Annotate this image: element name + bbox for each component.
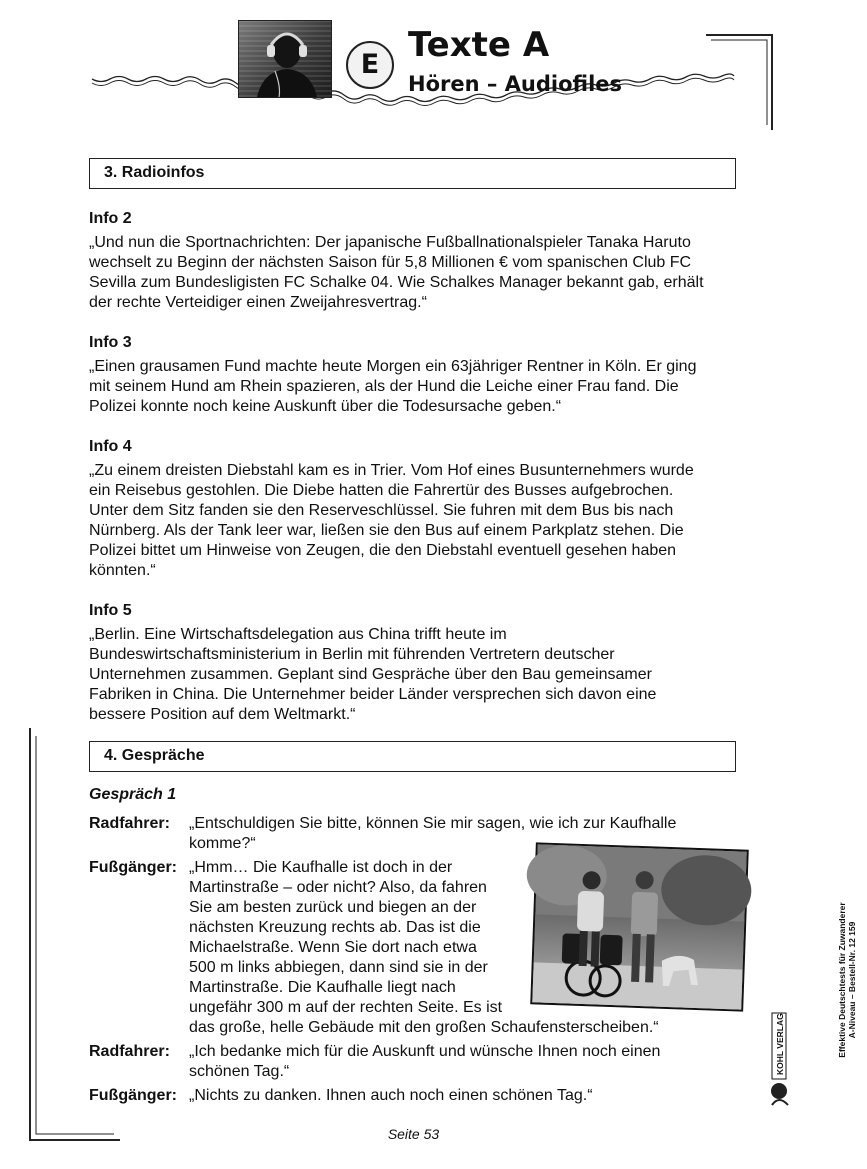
- section-letter-badge: E: [346, 41, 394, 89]
- speech-text: „Entschuldigen Sie bitte, können Sie mir sagen, wie ich zur Kaufhalle komme?“: [189, 815, 677, 852]
- header-photo: [238, 20, 332, 98]
- info-2-text: „Und nun die Sportnachrichten: Der japanische Fußballnationalspieler Tanaka Haruto wechselt zu Beginn der nächsten Saison für 5,8 Millionen € vom spanischen Club FC Sevilla zum Bundesligisten FC Schalke 04. Wie Schalkes Manager bekannt gab, erhält der rechte Verteidiger einen Zweijahresvertrag.“: [89, 234, 704, 311]
- speaker-label: Radfahrer:: [89, 1043, 170, 1060]
- publisher-logo: [768, 1013, 798, 1118]
- conversation-title: Gespräch 1: [89, 786, 177, 803]
- info-3-text: „Einen grausamen Fund machte heute Morgen ein 63jähriger Rentner in Köln. Er ging mit seinem Hund am Rhein spazieren, als der Hund die Leiche einer Frau fand. Die Polizei konnte noch keine Auskunft über die Todesursache geben.“: [89, 358, 697, 415]
- info-3-title: Info 3: [89, 334, 132, 351]
- speaker-label: Fußgänger:: [89, 859, 177, 876]
- info-5-text: „Berlin. Eine Wirtschaftsdelegation aus China trifft heute im Bundeswirtschaftsministerium in Berlin mit führenden Vertretern deutscher Unternehmen zusammen. Geplant sind Gespräche über den Bau gemeinsamer Fabriken in China. Die Unternehmer beider Länder versprechen sich davon eine bessere Position auf dem Weltmarkt.“: [89, 626, 657, 723]
- speaker-label: Radfahrer:: [89, 815, 170, 832]
- info-2-title: Info 2: [89, 210, 132, 227]
- sidebar-publication-info: Effektive Deutschtests für Zuwanderer A-Niveau – Bestell-Nr. 12 159: [837, 902, 857, 1058]
- speech-text: „Hmm… Die Kaufhalle ist doch in der Martinstraße – oder nicht? Also, da fahren Sie am besten zurück und biegen an der nächsten Kreuzung rechts ab. Das ist die Michaelstraße. Wenn Sie dort nach etwa 500 m links abbiegen, dann sind sie in der Martinstraße. Die Kaufhalle liegt nach ungefähr 300 m auf der rechten Seite. Es ist das große, helle Gebäude mit den großen Schaufensterscheiben.“: [189, 859, 659, 1036]
- speech-text: „Ich bedanke mich für die Auskunft und wünsche Ihnen noch einen schönen Tag.“: [189, 1043, 661, 1080]
- cyclist-photo: [530, 842, 749, 1011]
- section-header-radioinfos: 3. Radioinfos: [89, 158, 736, 189]
- info-5-title: Info 5: [89, 602, 132, 619]
- page-subtitle: Hören – Audiofiles: [408, 72, 623, 96]
- info-4-text: „Zu einem dreisten Diebstahl kam es in Trier. Vom Hof eines Busunternehmers wurde ein Reisebus gestohlen. Die Diebe hatten die Fahrertür des Busses aufgebrochen. Unter dem Sitz fanden sie den Reserveschlüssel. Sie fuhren mit dem Bus bis nach Nürnberg. Als der Tank leer war, ließen sie den Bus auf einem Parkplatz stehen. Die Polizei bittet um Hinweise von Zeugen, die den Diebstahl eventuell gesehen haben könnten.“: [89, 462, 694, 579]
- section-header-gespraeche: 4. Gespräche: [89, 741, 736, 772]
- page-title: Texte A: [408, 25, 550, 65]
- speaker-label: Fußgänger:: [89, 1087, 177, 1104]
- page-number: Seite 53: [387, 1126, 440, 1142]
- speech-text: „Nichts zu danken. Ihnen auch noch einen schönen Tag.“: [189, 1087, 593, 1104]
- info-4-title: Info 4: [89, 438, 132, 455]
- svg-text:KOHL VERLAG: KOHL VERLAG: [775, 1013, 785, 1075]
